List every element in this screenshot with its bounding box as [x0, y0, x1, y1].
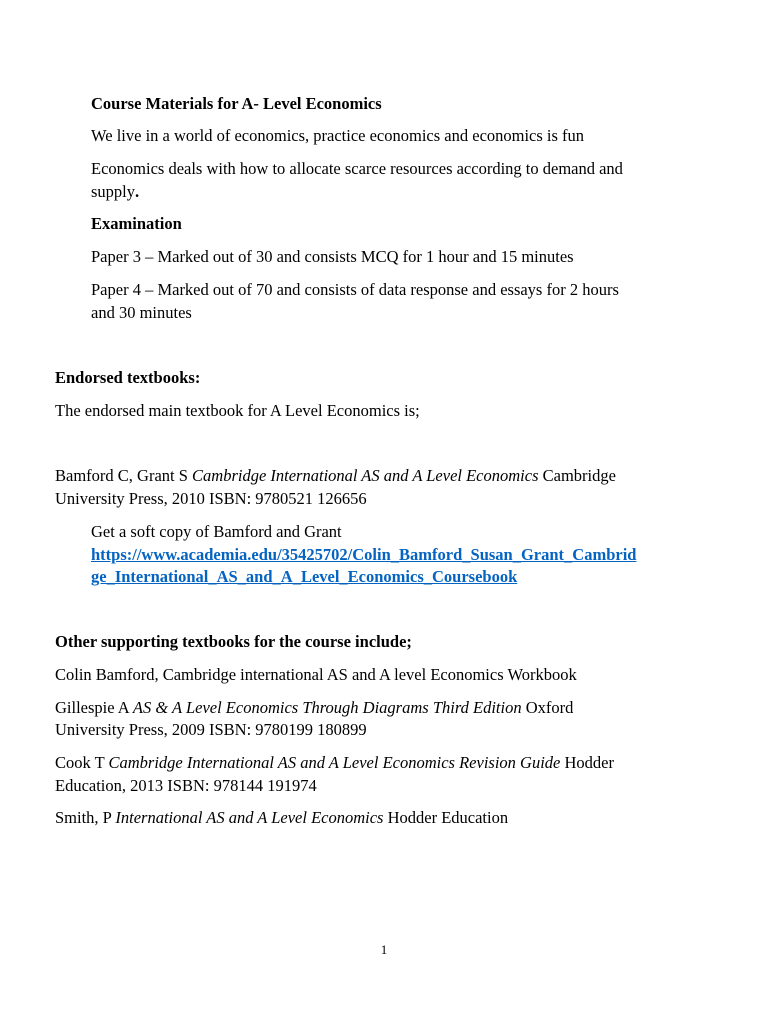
page-title: Course Materials for A- Level Economics — [91, 94, 382, 113]
intro-text: We live in a world of economics, practice economics and economics is fun — [91, 126, 585, 145]
smith-publisher: Hodder Education — [383, 808, 509, 827]
main-reference-line-2: University Press, 2010 ISBN: 9780521 126656 — [55, 489, 367, 508]
paper4-line-1: Paper 4 – Marked out of 70 and consists of data response and essays for 2 hours — [91, 280, 619, 299]
supporting-heading: Other supporting textbooks for the course include; — [55, 632, 412, 651]
supporting-ref-cook-line-1 — [55, 752, 614, 774]
gillespie-publisher: Oxford — [521, 698, 574, 717]
main-ref-authors: Bamford C, Grant S — [55, 466, 193, 485]
smith-author: Smith, P — [55, 808, 116, 827]
endorsed-intro: The endorsed main textbook for A Level Economics is; — [55, 401, 420, 420]
main-ref-tail: Cambridge — [538, 466, 616, 485]
smith-title: International AS and A Level Economics — [115, 808, 384, 827]
exam-heading: Examination — [91, 214, 182, 233]
paper3-text: Paper 3 – Marked out of 30 and consists MCQ for 1 hour and 15 minutes — [91, 247, 574, 266]
definition-period: . — [135, 182, 140, 201]
gillespie-title: AS & A Level Economics Through Diagrams Third Edition — [132, 698, 522, 717]
definition-supply: supply — [91, 182, 136, 201]
definition-line-1: Economics deals with how to allocate scarce resources according to demand and — [91, 159, 623, 178]
coursebook-link-line-2[interactable]: ge_International_AS_and_A_Level_Economics_Coursebook — [91, 567, 518, 586]
supporting-ref-cook-line-2: Education, 2013 ISBN: 978144 191974 — [55, 776, 317, 795]
supporting-ref-smith — [55, 807, 508, 829]
supporting-ref-workbook: Colin Bamford, Cambridge international AS and A level Economics Workbook — [55, 665, 577, 684]
cook-author: Cook T — [55, 753, 109, 772]
gillespie-author: Gillespie A — [55, 698, 133, 717]
cook-publisher: Hodder — [560, 753, 614, 772]
supporting-ref-gillespie-line-2: University Press, 2009 ISBN: 9780199 180899 — [55, 720, 367, 739]
softcopy-label: Get a soft copy of Bamford and Grant — [91, 522, 342, 541]
cook-title: Cambridge International AS and A Level Economics Revision Guide — [108, 753, 561, 772]
supporting-ref-gillespie-line-1 — [55, 697, 573, 719]
paper4-line-2: and 30 minutes — [91, 303, 192, 322]
page-number: 1 — [380, 942, 388, 957]
coursebook-link-line-1[interactable]: https://www.academia.edu/35425702/Colin_Bamford_Susan_Grant_Cambrid — [91, 545, 637, 564]
endorsed-heading: Endorsed textbooks: — [55, 368, 201, 387]
main-reference-line-1 — [55, 465, 616, 487]
main-ref-title: Cambridge International AS and A Level Economics — [192, 466, 539, 485]
definition-line-2 — [91, 181, 139, 203]
